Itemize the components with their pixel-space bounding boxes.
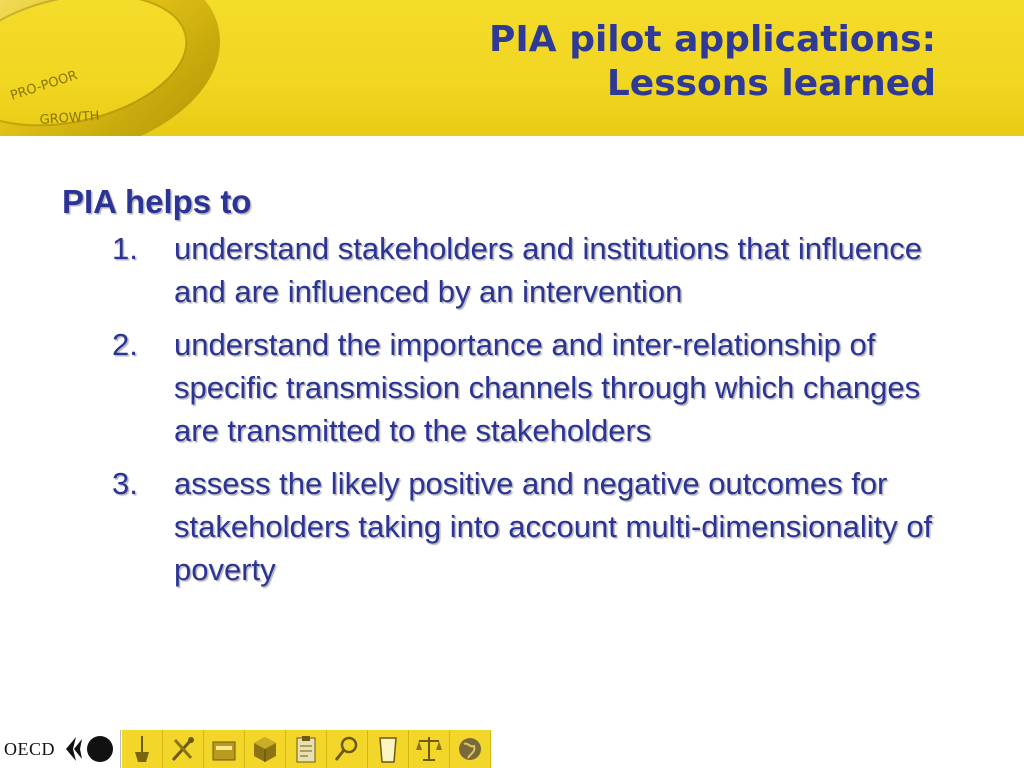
list-number: 2.: [112, 327, 138, 362]
title-line-1: PIA pilot applications:: [489, 19, 936, 60]
crate-icon: [204, 730, 245, 768]
scales-icon: [409, 730, 450, 768]
list-item-text: understand stakeholders and institutions that influence and are influenced by an intervention: [174, 231, 922, 309]
globe-icon: [450, 730, 491, 768]
magnifier-icon: [327, 730, 368, 768]
list-item: [112, 227, 962, 313]
glass-icon: [368, 730, 409, 768]
svg-text:GROWTH: GROWTH: [39, 108, 101, 128]
footer-icon-strip: [122, 730, 491, 768]
cube-icon: [245, 730, 286, 768]
oecd-logo-text: OECD: [4, 739, 55, 759]
shovel-icon: [122, 730, 163, 768]
list-item: [112, 462, 962, 591]
page-title: [489, 18, 936, 106]
title-line-2: Lessons learned: [606, 63, 936, 104]
lead-text: PIA helps to: [62, 183, 252, 220]
oecd-emblem-icon: [64, 734, 116, 764]
clipboard-icon: [286, 730, 327, 768]
list-item: [112, 323, 962, 452]
tools-icon: [163, 730, 204, 768]
list-number: 3.: [112, 466, 138, 501]
pro-poor-growth-band-icon: [0, 0, 230, 136]
slide-body: [62, 183, 962, 601]
oecd-logo: [0, 730, 121, 768]
footer-bar: [0, 730, 490, 768]
header-banner: [0, 0, 1024, 136]
list-item-text: understand the importance and inter-relationship of specific transmission channels through which changes are transmitted to the stakeholders: [174, 327, 921, 448]
list-item-text: assess the likely positive and negative outcomes for stakeholders taking into account multi-dimensionality of poverty: [174, 466, 933, 587]
svg-text:PRO-POOR: PRO-POOR: [8, 68, 80, 104]
list-number: 1.: [112, 231, 138, 266]
